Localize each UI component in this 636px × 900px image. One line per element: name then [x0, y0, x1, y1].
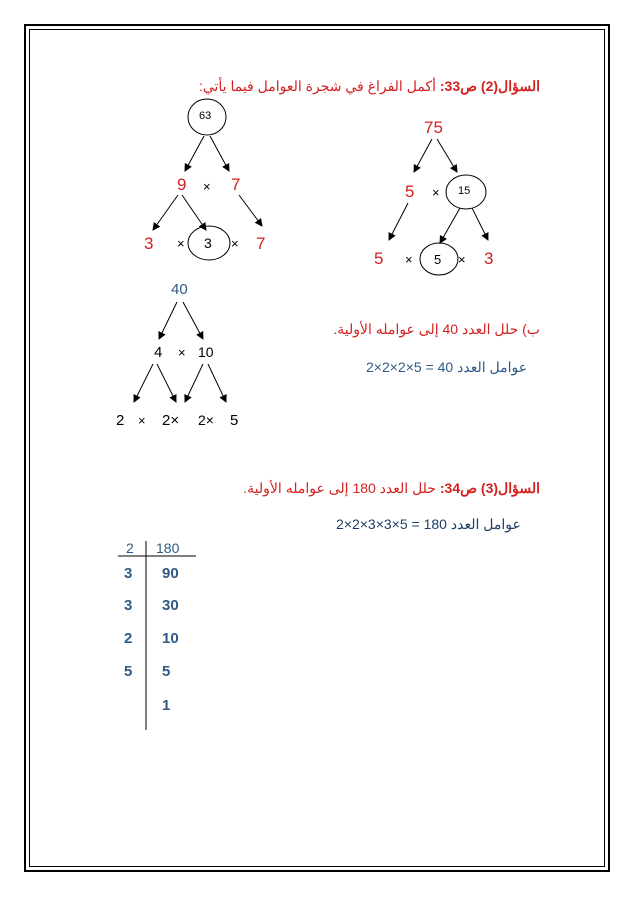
tree75-level2-b: 5 [434, 252, 442, 267]
q2-instruction: أكمل الفراغ في شجرة العوامل فيما يأتي: [198, 78, 440, 94]
tree63-root: 63 [199, 110, 212, 122]
part-b-answer-value: 2×2×2×5 [366, 359, 422, 375]
tree40-arrow [208, 364, 226, 402]
q3-label: السؤال(3) ص34: [439, 480, 540, 496]
tree75-arrow [389, 203, 408, 240]
tree75-arrow [440, 208, 460, 243]
division-header-divisor: 2 [126, 540, 134, 556]
tree63-arrow [153, 195, 178, 230]
tree63-arrow [239, 195, 262, 226]
tree75-level2-times2: × [458, 252, 466, 267]
division-row-number: 90 [162, 565, 179, 582]
tree75-arrow [472, 208, 488, 240]
tree40-level2-times1: × [138, 413, 146, 428]
division-row-number: 30 [162, 597, 179, 614]
tree40-level1-times: × [178, 345, 186, 360]
q2-label: السؤال(2) ص33: [439, 78, 540, 94]
tree75-level1-right: 15 [458, 185, 471, 197]
q3-instruction: حلل العدد 180 إلى عوامله الأولية. [243, 480, 440, 496]
tree40-arrow [134, 364, 153, 402]
division-row-number: 5 [162, 663, 171, 680]
tree40-root: 40 [171, 281, 188, 298]
part-b-answer [366, 359, 527, 376]
tree63-level2-times1: × [177, 236, 185, 251]
division-row-number: 10 [162, 630, 179, 647]
tree63-arrow [185, 136, 204, 171]
tree75-level2-c: 3 [484, 249, 494, 268]
division-row-divisor: 2 [124, 630, 133, 647]
tree75-level2-a: 5 [374, 249, 384, 268]
tree63-level1-left: 9 [177, 175, 187, 194]
tree75-level1-times: × [432, 185, 440, 200]
tree40-arrow [159, 302, 177, 339]
division-header-number: 180 [156, 540, 180, 556]
q3-heading [243, 480, 540, 497]
tree63-level2-a: 3 [144, 234, 154, 253]
q3-answer [336, 516, 521, 533]
tree63-arrow [210, 136, 229, 171]
part-b-question: ب) حلل العدد 40 إلى عوامله الأولية. [333, 321, 540, 337]
tree40-arrow [183, 302, 203, 339]
tree40-level2-c: 2× [198, 412, 214, 428]
tree40-arrow [185, 364, 203, 402]
tree75-root: 75 [424, 118, 443, 137]
tree40-level1-left: 4 [154, 344, 163, 361]
division-row-divisor: 5 [124, 663, 133, 680]
tree40-level2-d: 5 [230, 412, 239, 429]
tree40-level1-right: 10 [198, 344, 214, 360]
tree75-arrow [437, 139, 457, 172]
tree75-level1-left: 5 [405, 182, 415, 201]
division-row-number: 1 [162, 697, 171, 714]
tree75-level2-times1: × [405, 252, 413, 267]
part-b-answer-label: عوامل العدد 40 = [425, 359, 528, 375]
tree40-level2-b: 2× [162, 412, 180, 429]
q3-answer-label: عوامل العدد 180 = [411, 516, 521, 532]
tree75-arrow [414, 139, 432, 172]
tree63-level2-c: 7 [256, 234, 266, 253]
tree63-arrow [182, 195, 206, 230]
division-row-divisor: 3 [124, 565, 133, 582]
tree63-level1-times: × [203, 179, 211, 194]
division-row-divisor: 3 [124, 597, 133, 614]
tree63-level1-right: 7 [231, 175, 241, 194]
tree40-arrow [157, 364, 176, 402]
tree63-level2-times2: × [231, 236, 239, 251]
tree63-level2-b: 3 [204, 235, 212, 251]
tree40-level2-a: 2 [116, 412, 125, 429]
q3-answer-value: 2×2×3×3×5 [336, 516, 408, 532]
